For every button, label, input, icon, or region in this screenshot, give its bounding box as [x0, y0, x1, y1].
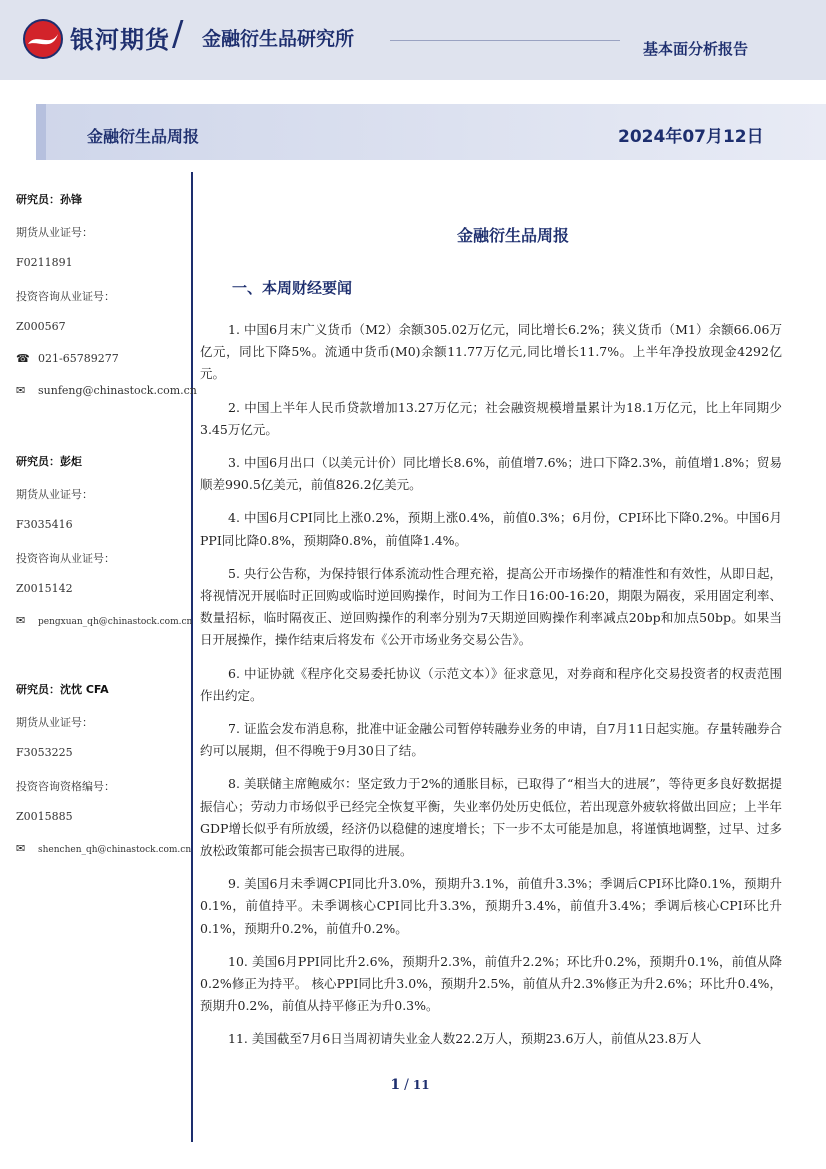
mail-icon: ✉	[16, 384, 26, 397]
license-label: 期货从业证号：	[16, 226, 93, 239]
phone-row	[16, 352, 188, 384]
consult-number: Z0015142	[16, 582, 73, 595]
sidebar-divider	[191, 172, 193, 1142]
news-item: 10. 美国6月PPI同比升2.6%，预期升2.3%，前值升2.2%；环比升0.2%，预期升0.1%，前值从降0.2%修正为持平。 核心PPI同比升3.0%，预期升2.5%，前值从升2.3%修正为升2.6%；环比升0.4%，预期升0.2%，前值从持平修正为升0.3%。	[200, 953, 782, 1014]
consult-number: Z0015885	[16, 810, 73, 823]
consult-label: 投资咨询从业证号：	[16, 552, 115, 565]
license-number: F0211891	[16, 256, 73, 269]
institute-name: 金融衍生品研究所	[202, 28, 355, 50]
news-item: 4. 中国6月CPI同比上涨0.2%，预期上涨0.4%，前值0.3%；6月份，CPI环比下降0.2%。中国6月PPI同比降0.8%，预期降0.8%，前值降1.4%。	[200, 510, 782, 548]
report-date: 2024年07月12日	[618, 127, 764, 147]
report-type: 基本面分析报告	[643, 40, 749, 58]
mail-icon: ✉	[16, 614, 26, 627]
consult-label: 投资咨询从业证号：	[16, 290, 115, 303]
email-address[interactable]: shenchen_qh@chinastock.com.cn	[38, 845, 192, 855]
email-address[interactable]: pengxuan_qh@chinastock.com.cn	[38, 617, 193, 627]
current-page: 1	[390, 1077, 401, 1093]
license-number: F3035416	[16, 518, 73, 531]
email-address[interactable]: sunfeng@chinastock.com.cn	[38, 384, 197, 397]
news-item: 6. 中证协就《程序化交易委托协议（示范文本）》征求意见，对券商和程序化交易投资者的权责范围作出约定。	[200, 665, 782, 703]
logo-slash: /	[172, 14, 184, 54]
license-label: 期货从业证号：	[16, 716, 93, 729]
email-row[interactable]	[16, 614, 193, 646]
news-list	[200, 319, 782, 1062]
analyst-card	[16, 681, 192, 874]
news-item: 2. 中国上半年人民币贷款增加13.27万亿元；社会融资规模增量累计为18.1万亿元，比上年同期少3.45万亿元。	[200, 399, 782, 437]
phone-icon: ☎	[16, 352, 30, 365]
analyst-role: 研究员：沈忱 CFA	[16, 683, 109, 696]
section-heading: 一、本周财经要闻	[232, 279, 353, 297]
total-pages: 11	[412, 1078, 430, 1092]
license-number: F3053225	[16, 746, 73, 759]
mail-icon: ✉	[16, 842, 26, 855]
news-item: 1. 中国6月末广义货币（M2）余额305.02万亿元，同比增长6.2%；狭义货币（M1）余额66.06万亿元，同比下降5%。流通中货币(M0)余额11.77万亿元,同比增长11.7%。上半年净投放现金4292亿元。	[200, 322, 782, 382]
phone-number: 021-65789277	[38, 352, 119, 365]
title-band-accent	[36, 104, 46, 160]
document-title: 金融衍生品周报	[456, 226, 569, 245]
email-row[interactable]	[16, 842, 192, 874]
galaxy-logo-icon	[22, 18, 64, 60]
news-item: 3. 中国6月出口（以美元计价）同比增长8.6%，前值增7.6%；进口下降2.3%，前值增1.8%；贸易顺差990.5亿美元，前值826.2亿美元。	[200, 455, 782, 493]
email-row[interactable]	[16, 384, 197, 416]
page-number	[370, 1077, 450, 1093]
analyst-role: 研究员：孙锋	[16, 193, 82, 206]
news-item: 11. 美国截至7月6日当周初请失业金人数22.2万人，预期23.6万人，前值从23.8万人	[228, 1031, 702, 1047]
license-label: 期货从业证号：	[16, 488, 93, 501]
news-item: 7. 证监会发布消息称，批准中证金融公司暂停转融券业务的申请，自7月11日起实施。存量转融券合约可以展期，但不得晚于9月30日了结。	[200, 721, 782, 759]
consult-label: 投资咨询资格编号：	[16, 780, 115, 793]
news-item: 8. 美联储主席鲍威尔：坚定致力于2%的通胀目标，已取得了“相当大的进展”，等待更多良好数据提振信心；劳动力市场似乎已经完全恢复平衡，失业率仍处历史低位，若出现意外疲软将做出回应；上半年GDP增长似乎有所放缓，经济仍以稳健的速度增长；下一步不太可能是加息，将谨慎地调整，过早、过多放松政策都可能会损害已取得的进展。	[200, 776, 782, 859]
news-item: 9. 美国6月未季调CPI同比升3.0%，预期升3.1%，前值升3.3%；季调后CPI环比降0.1%，预期升0.1%，前值持平。未季调核心CPI同比升3.3%，预期升3.4%，前值升3.4%；季调后核心CPI环比升0.1%，预期升0.2%，前值升0.2%。	[200, 876, 782, 936]
analyst-card	[16, 453, 193, 646]
company-name: 银河期货	[70, 26, 170, 54]
report-title: 金融衍生品周报	[87, 127, 200, 146]
header-rule	[390, 40, 620, 41]
analyst-card	[16, 191, 197, 416]
page-separator: /	[404, 1077, 409, 1093]
news-item: 5. 央行公告称，为保持银行体系流动性合理充裕，提高公开市场操作的精准性和有效性，从即日起，将视情况开展临时正回购或临时逆回购操作，时间为工作日16:00-16:20，期限为隔夜，采用固定利率、数量招标，临时隔夜正、逆回购操作的利率分别为7天期逆回购操作利率减点20bp和加点50bp。如果当日开展操作，操作结束后将发布《公开市场业务交易公告》。	[200, 565, 782, 648]
analyst-role: 研究员：彭炬	[16, 455, 82, 468]
consult-number: Z000567	[16, 320, 66, 333]
